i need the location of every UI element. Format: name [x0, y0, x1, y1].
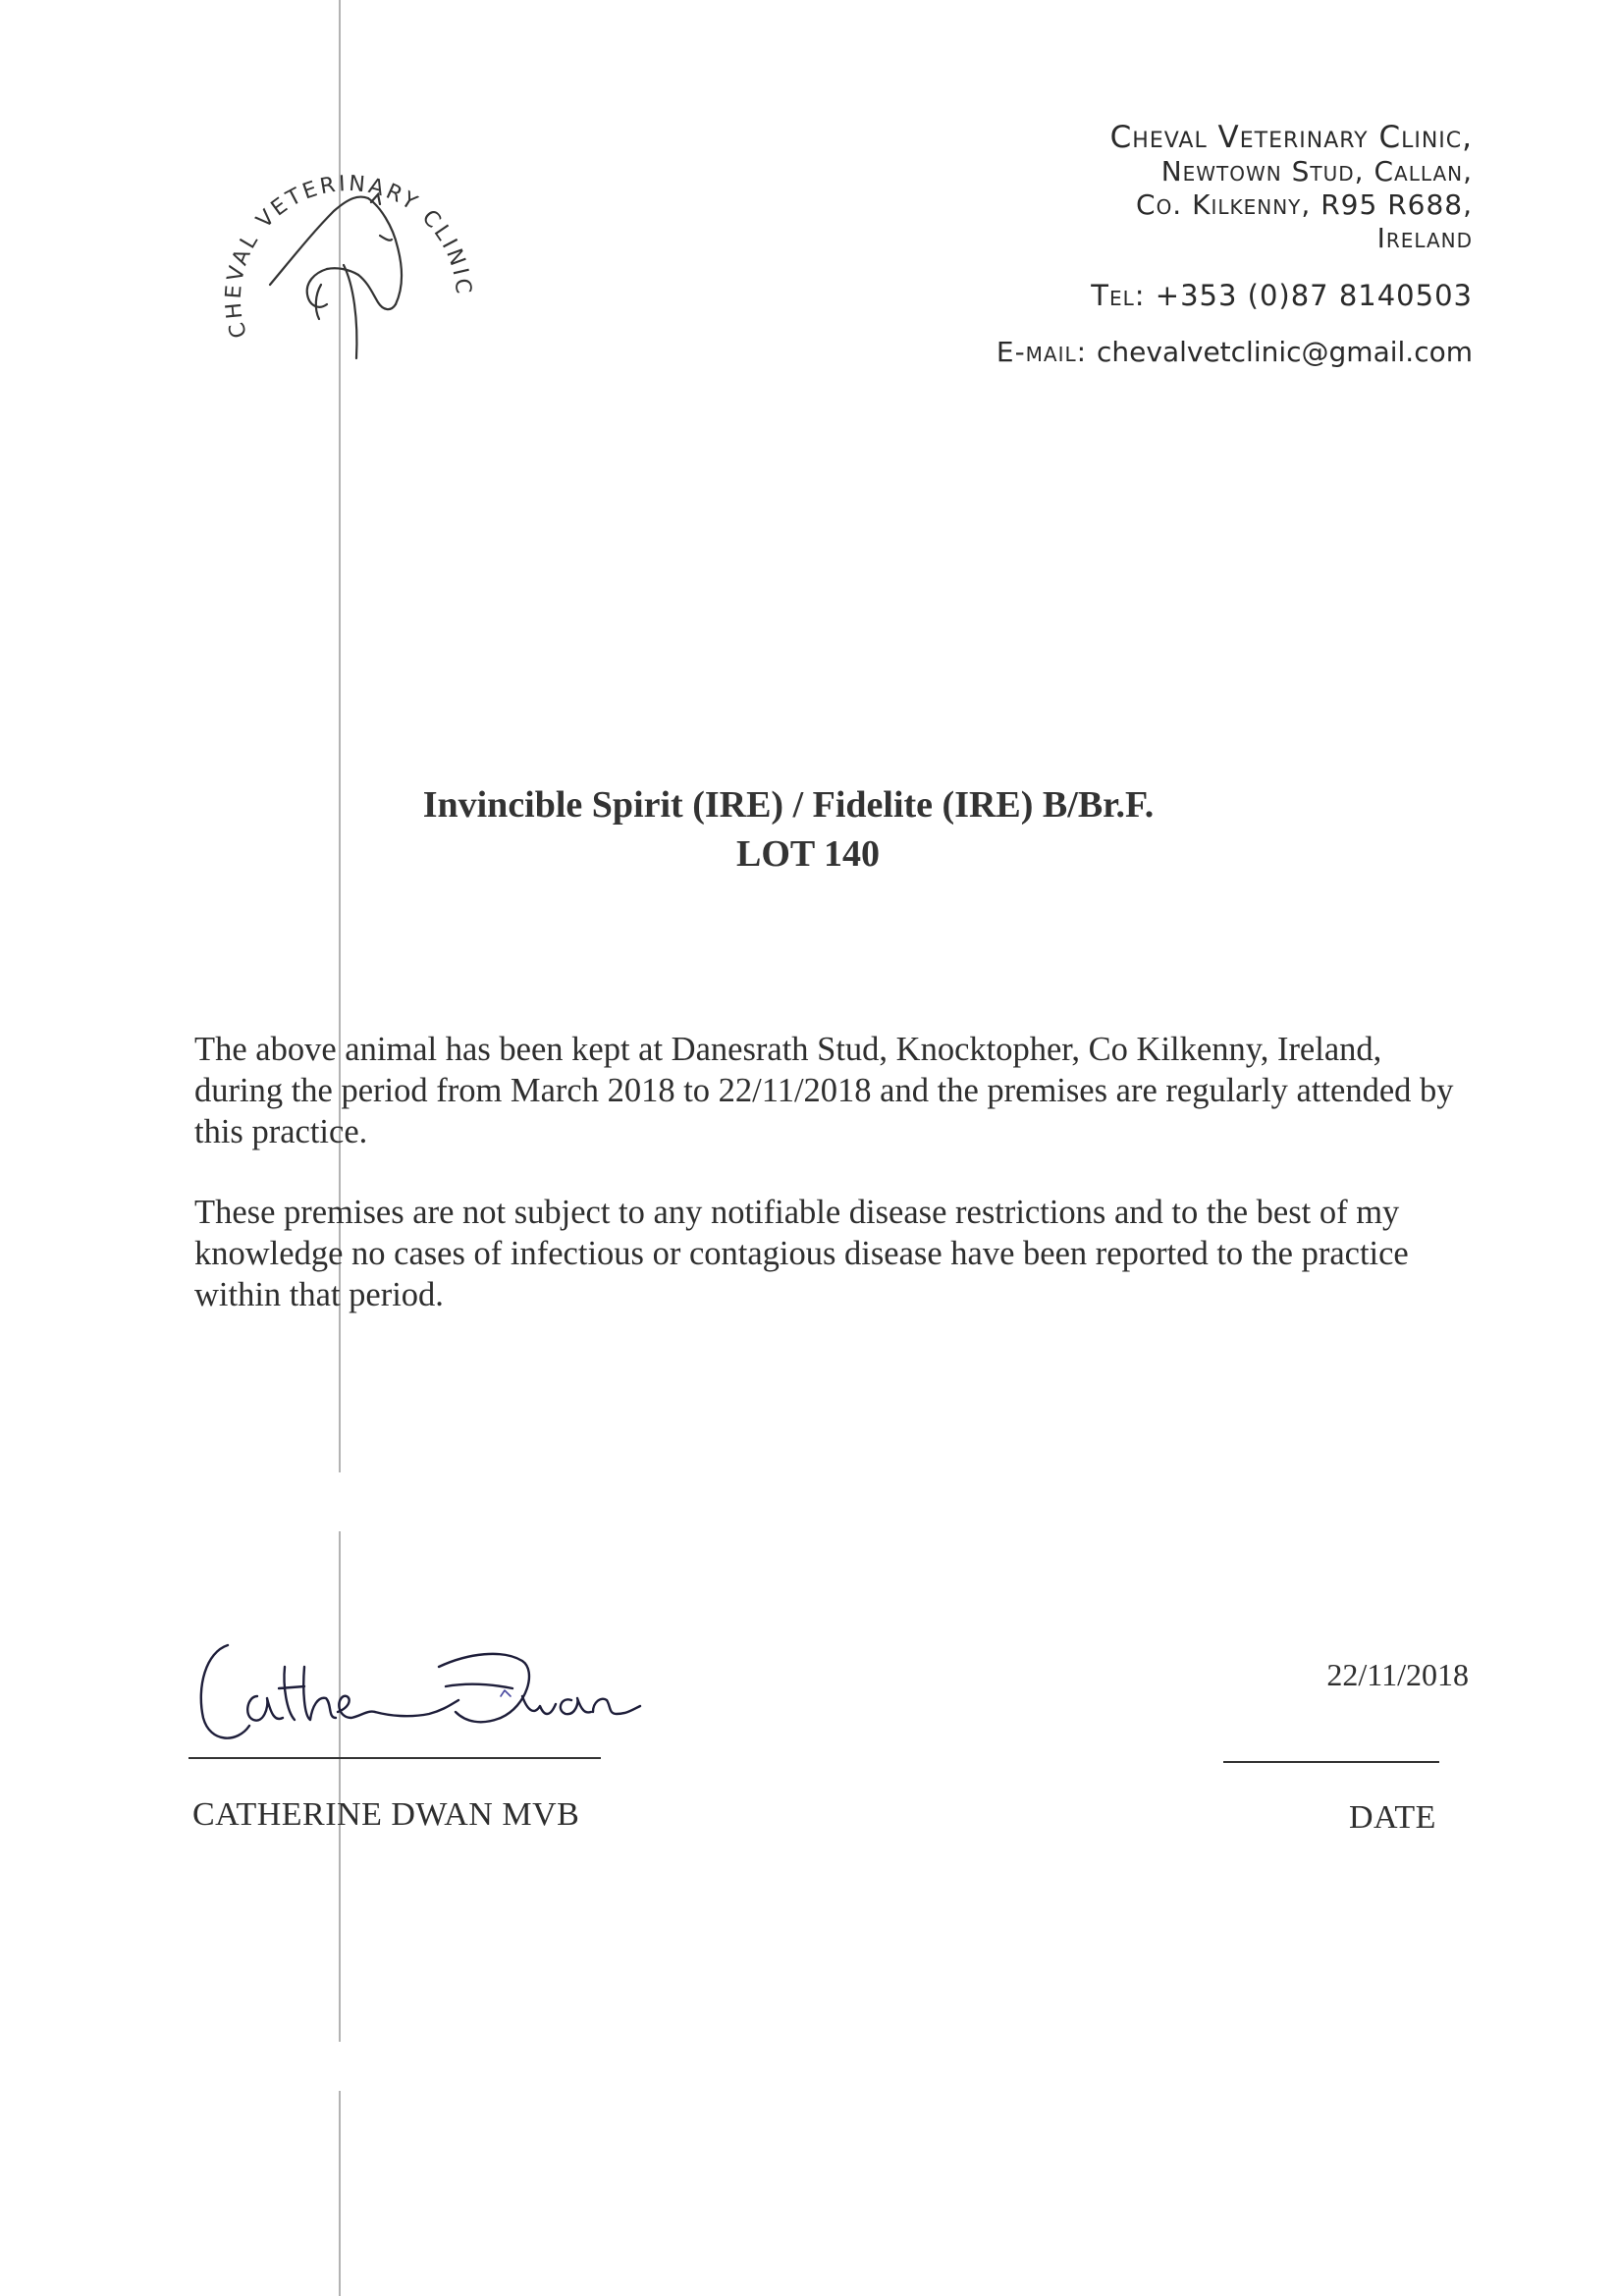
letter-body: [194, 1029, 1471, 1355]
telephone-value: +353 (0)87 8140503: [1155, 279, 1473, 312]
logo-ring-text: CHEVAL VETERINARY CLINIC: [221, 171, 476, 342]
body-paragraph: These premises are not subject to any notifiable disease restrictions and to the best of my knowledge no cases of infectious or contagious disease have been reported to the practice within that period.: [194, 1194, 1409, 1313]
telephone-label: Tel:: [1091, 279, 1146, 312]
date-line: [1223, 1761, 1439, 1763]
clinic-logo: [211, 137, 486, 373]
scan-crease-gap: [338, 2042, 342, 2091]
horse-title: Invincible Spirit (IRE) / Fidelite (IRE) B/Br.F.: [422, 784, 1155, 826]
email: [785, 336, 1473, 369]
address-line: Ireland: [1376, 222, 1473, 254]
document-title: [0, 780, 1616, 879]
horse-head-icon: [270, 194, 402, 358]
lot-number: LOT 140: [735, 833, 881, 875]
address-line: Newtown Stud, Callan,: [1160, 155, 1473, 187]
email-value: chevalvetclinic@gmail.com: [1097, 336, 1473, 368]
email-label: E-mail:: [996, 336, 1088, 368]
scan-crease-gap: [338, 1472, 342, 1531]
telephone: [785, 279, 1473, 312]
signatory-name: CATHERINE DWAN MVB: [192, 1796, 580, 1833]
signature-line: [189, 1757, 601, 1759]
signed-date: 22/11/2018: [1326, 1657, 1469, 1692]
date-label: DATE: [1349, 1799, 1436, 1836]
letterhead: [785, 120, 1473, 369]
handwritten-signature: [189, 1628, 719, 1755]
address-line: Co. Kilkenny, R95 R688,: [1136, 188, 1473, 221]
body-paragraph: The above animal has been kept at Danesrath Stud, Knocktopher, Co Kilkenny, Ireland, during the period from March 2018 to 22/11/2018 and the premises are regularly attended by this practice.: [194, 1031, 1454, 1150]
clinic-name: Cheval Veterinary Clinic,: [1109, 120, 1473, 155]
